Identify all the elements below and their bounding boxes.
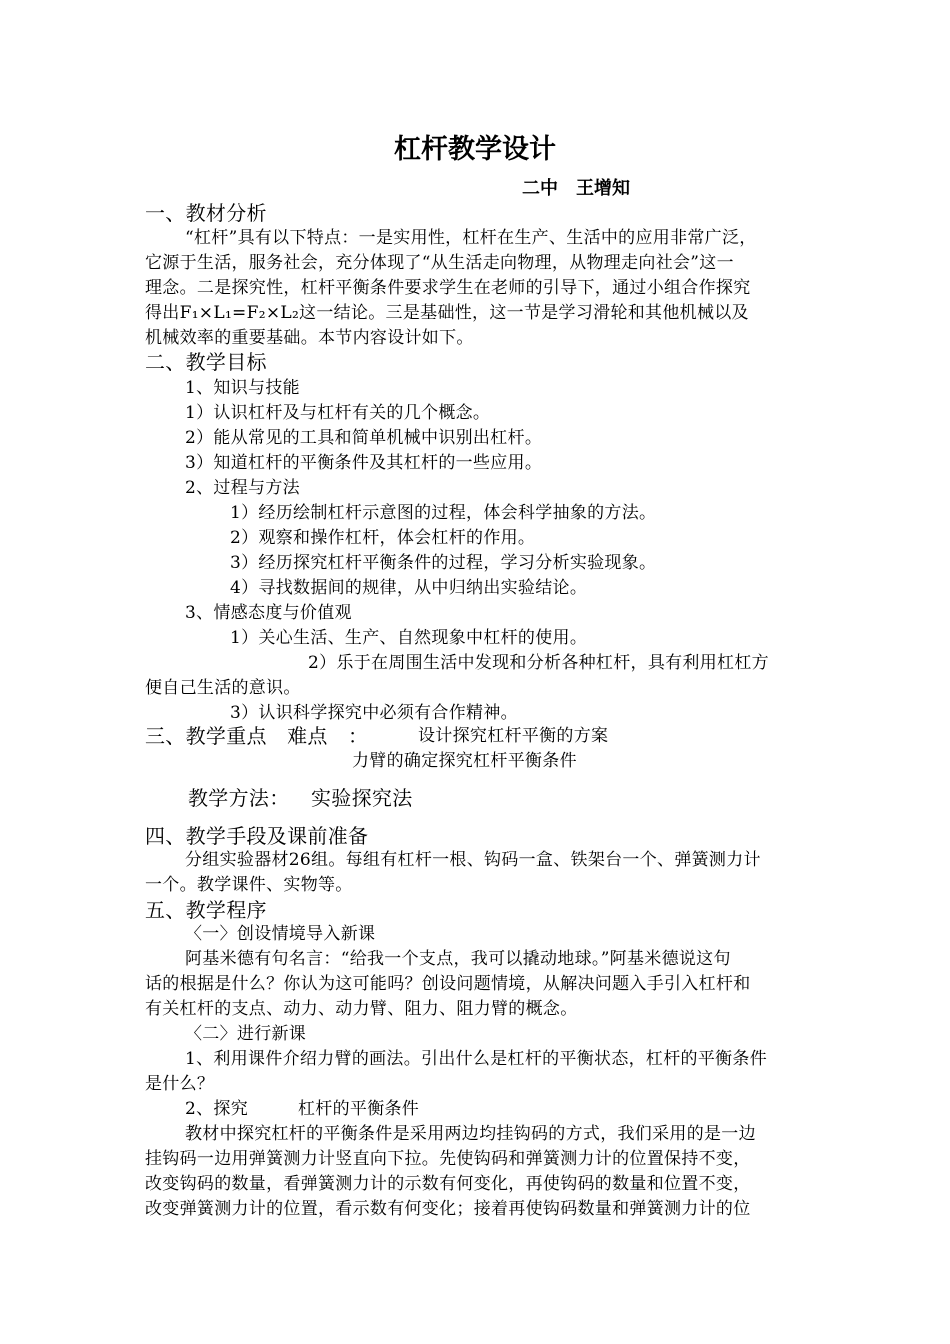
subheading-knowledge-skills: 1、知识与技能: [185, 378, 300, 398]
method-value: 实验探究法: [311, 786, 413, 810]
key-point: 力臂的确定探究杠杆平衡条件: [352, 751, 577, 771]
subheading-emotion-values: 3、情感态度与价值观: [185, 603, 352, 623]
item-label: 2、探究: [185, 1099, 249, 1119]
subheading-process-method: 2、过程与方法: [185, 478, 300, 498]
section-heading-material-analysis: 一、教材分析: [145, 201, 267, 225]
list-item: 3）经历探究杠杆平衡条件的过程，学习分析实验现象。: [230, 553, 657, 573]
method-label: 教学方法：: [188, 786, 290, 810]
section-heading-teaching-means: 四、教学手段及课前准备: [145, 824, 369, 848]
paragraph-line: 机械效率的重要基础。本节内容设计如下。: [145, 328, 474, 348]
list-item: 3）认识科学探究中必须有合作精神。: [230, 703, 518, 723]
paragraph-line: 阿基米德有句名言：“给我一个支点，我可以撬动地球。”阿基米德说这句: [185, 949, 731, 969]
paragraph-line: “杠杆”具有以下特点：一是实用性，杠杆在生产、生活中的应用非常广泛，: [185, 228, 757, 248]
list-item: 3）知道杠杆的平衡条件及其杠杆的一些应用。: [185, 453, 543, 473]
paragraph-line: 改变弹簧测力计的位置，看示数有何变化；接着再使钩码数量和弹簧测力计的位: [145, 1199, 751, 1219]
document-title: 杠杆教学设计: [394, 134, 556, 165]
paragraph-line: 分组实验器材26组。每组有杠杆一根、钩码一盒、铁架台一个、弹簧测力计: [185, 850, 761, 870]
paragraph-line: 教材中探究杠杆的平衡条件是采用两边均挂钩码的方式，我们采用的是一边: [185, 1124, 756, 1144]
item-value: 杠杆的平衡条件: [298, 1099, 420, 1119]
list-item: 4）寻找数据间的规律，从中归纳出实验结论。: [230, 578, 588, 598]
paragraph-line: 理念。二是探究性，杠杆平衡条件要求学生在老师的引导下，通过小组合作探究: [145, 278, 751, 298]
section-heading-key-points: 三、教学重点 难点 ：: [145, 724, 369, 748]
subheading-new-lesson: 〈二〉进行新课: [185, 1024, 307, 1044]
list-item: 2）能从常见的工具和简单机械中识别出杠杆。: [185, 428, 543, 448]
paragraph-line: 它源于生活，服务社会，充分体现了“从生活走向物理，从物理走向社会”这一: [145, 253, 734, 273]
paragraph-line: 话的根据是什么？你认为这可能吗？创设问题情境，从解决问题入手引入杠杆和: [145, 974, 751, 994]
paragraph-line: 得出F₁×L₁=F₂×L₂这一结论。三是基础性，这一节是学习滑轮和其他机械以及: [145, 303, 749, 323]
list-item: 1）认识杠杆及与杠杆有关的几个概念。: [185, 403, 491, 423]
section-heading-teaching-procedure: 五、教学程序: [145, 898, 267, 922]
paragraph-line: 改变钩码的数量，看弹簧测力计的示数有何变化，再使钩码的数量和位置不变，: [145, 1174, 751, 1194]
author-line: 二中 王增知: [522, 178, 630, 199]
paragraph-line: 1、利用课件介绍力臂的画法。引出什么是杠杆的平衡状态，杠杆的平衡条件: [185, 1049, 768, 1069]
list-item: 2）观察和操作杠杆，体会杠杆的作用。: [230, 528, 536, 548]
list-item: 2）乐于在周围生活中发现和分析各种杠杆，具有利用杠杠方: [308, 653, 769, 673]
subheading-scenario-intro: 〈一〉创设情境导入新课: [185, 924, 376, 944]
list-item-continuation: 便自己生活的意识。: [145, 678, 301, 698]
paragraph-line: 一个。教学课件、实物等。: [145, 875, 353, 895]
list-item: 1）关心生活、生产、自然现象中杠杆的使用。: [230, 628, 588, 648]
key-point: 设计探究杠杆平衡的方案: [418, 726, 609, 746]
list-item: 1）经历绘制杠杆示意图的过程，体会科学抽象的方法。: [230, 503, 657, 523]
paragraph-line: 挂钩码一边用弹簧测力计竖直向下拉。先使钩码和弹簧测力计的位置保持不变，: [145, 1149, 751, 1169]
paragraph-line: 有关杠杆的支点、动力、动力臂、阻力、阻力臂的概念。: [145, 999, 578, 1019]
section-heading-teaching-goals: 二、教学目标: [145, 350, 267, 374]
paragraph-line: 是什么？: [145, 1074, 215, 1094]
